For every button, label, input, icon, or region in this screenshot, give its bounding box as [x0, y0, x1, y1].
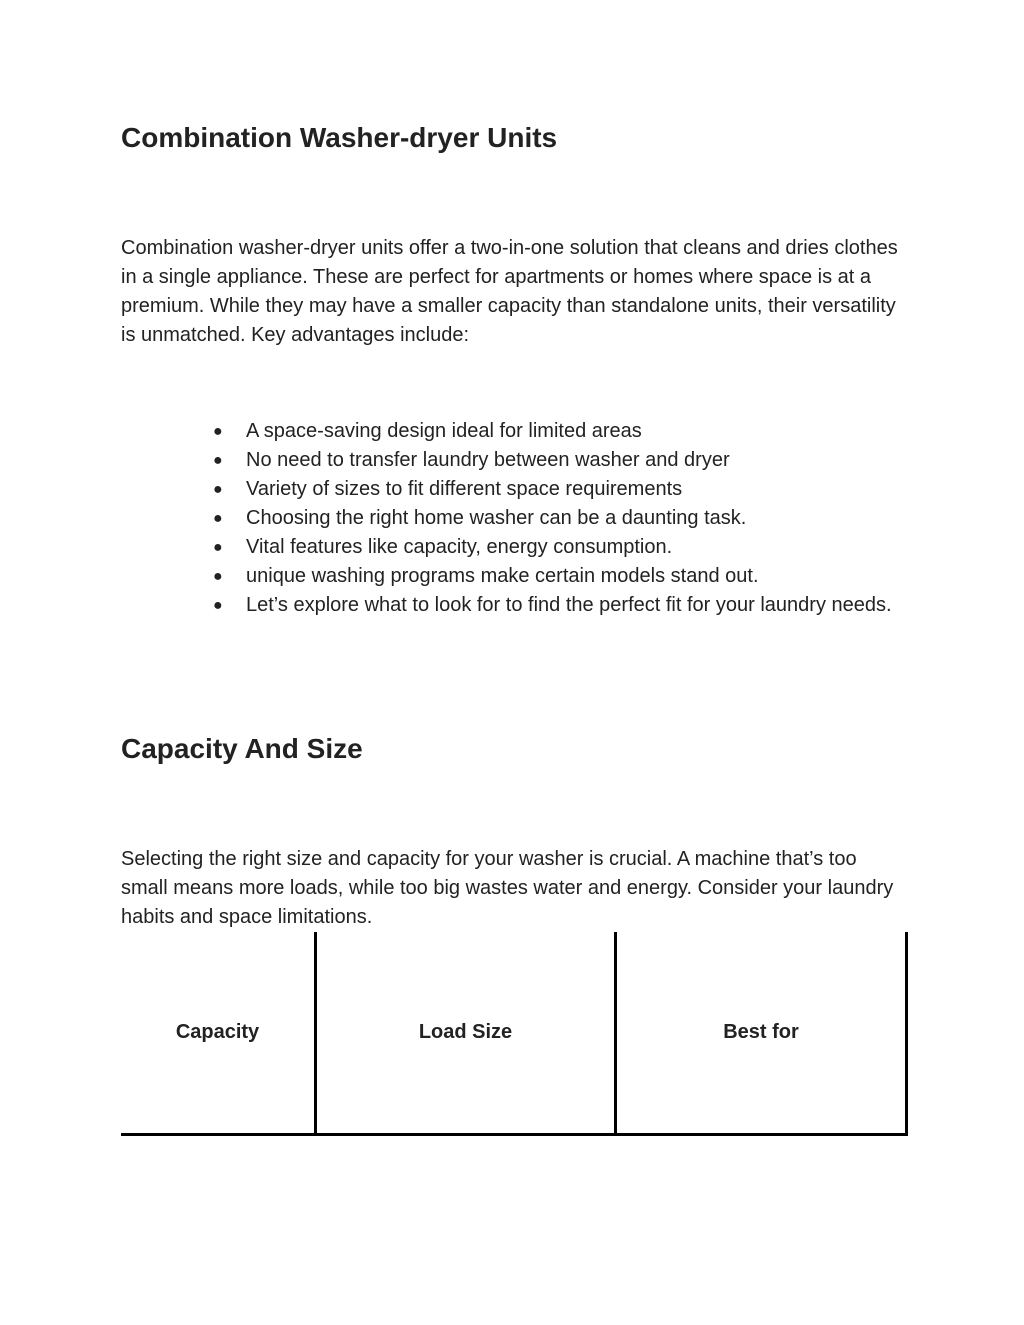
capacity-table-grid [121, 932, 908, 1136]
bullet-icon: ● [213, 539, 223, 556]
advantages-list [213, 417, 903, 620]
bullet-icon: ● [213, 481, 223, 498]
list-item-text: Let’s explore what to look for to find the perfect fit for your laundry needs. [246, 594, 892, 616]
list-item [213, 591, 903, 620]
table-header-load-size: Load Size [316, 932, 616, 1135]
list-item [213, 533, 903, 562]
bullet-icon: ● [213, 568, 223, 585]
list-item [213, 475, 903, 504]
list-item-text: No need to transfer laundry between washer and dryer [246, 449, 730, 471]
bullet-icon: ● [213, 423, 223, 440]
list-item [213, 446, 903, 475]
section-paragraph-capacity-size: Selecting the right size and capacity for your washer is crucial. A machine that’s too small means more loads, while too big wastes water and energy. Consider your laundry habits and space limitations. [121, 848, 894, 928]
list-item-text: Vital features like capacity, energy consumption. [246, 536, 673, 558]
list-item [213, 562, 903, 591]
bullet-icon: ● [213, 510, 223, 527]
list-item [213, 504, 903, 533]
list-item-text: Variety of sizes to fit different space requirements [246, 478, 683, 500]
section-heading-combination-units: Combination Washer-dryer Units [121, 122, 558, 153]
bullet-icon: ● [213, 597, 223, 614]
list-item-text: unique washing programs make certain models stand out. [246, 565, 759, 587]
list-item-text: A space-saving design ideal for limited areas [246, 420, 642, 442]
table-header-best-for: Best for [616, 932, 907, 1135]
section-heading-capacity-size: Capacity And Size [121, 733, 363, 764]
bullet-icon: ● [213, 452, 223, 469]
table-header-capacity: Capacity [121, 932, 316, 1135]
table-header-row [121, 932, 907, 1135]
capacity-table [121, 932, 905, 1136]
list-item-text: Choosing the right home washer can be a daunting task. [246, 507, 747, 529]
section-paragraph-combination-units: Combination washer-dryer units offer a two-in-one solution that cleans and dries clothes in a single appliance. These are perfect for apartments or homes where space is at a premium. While they may have a smaller capacity than standalone units, their versatility is unmatched. Key advantages include: [121, 237, 898, 346]
list-item [213, 417, 903, 446]
